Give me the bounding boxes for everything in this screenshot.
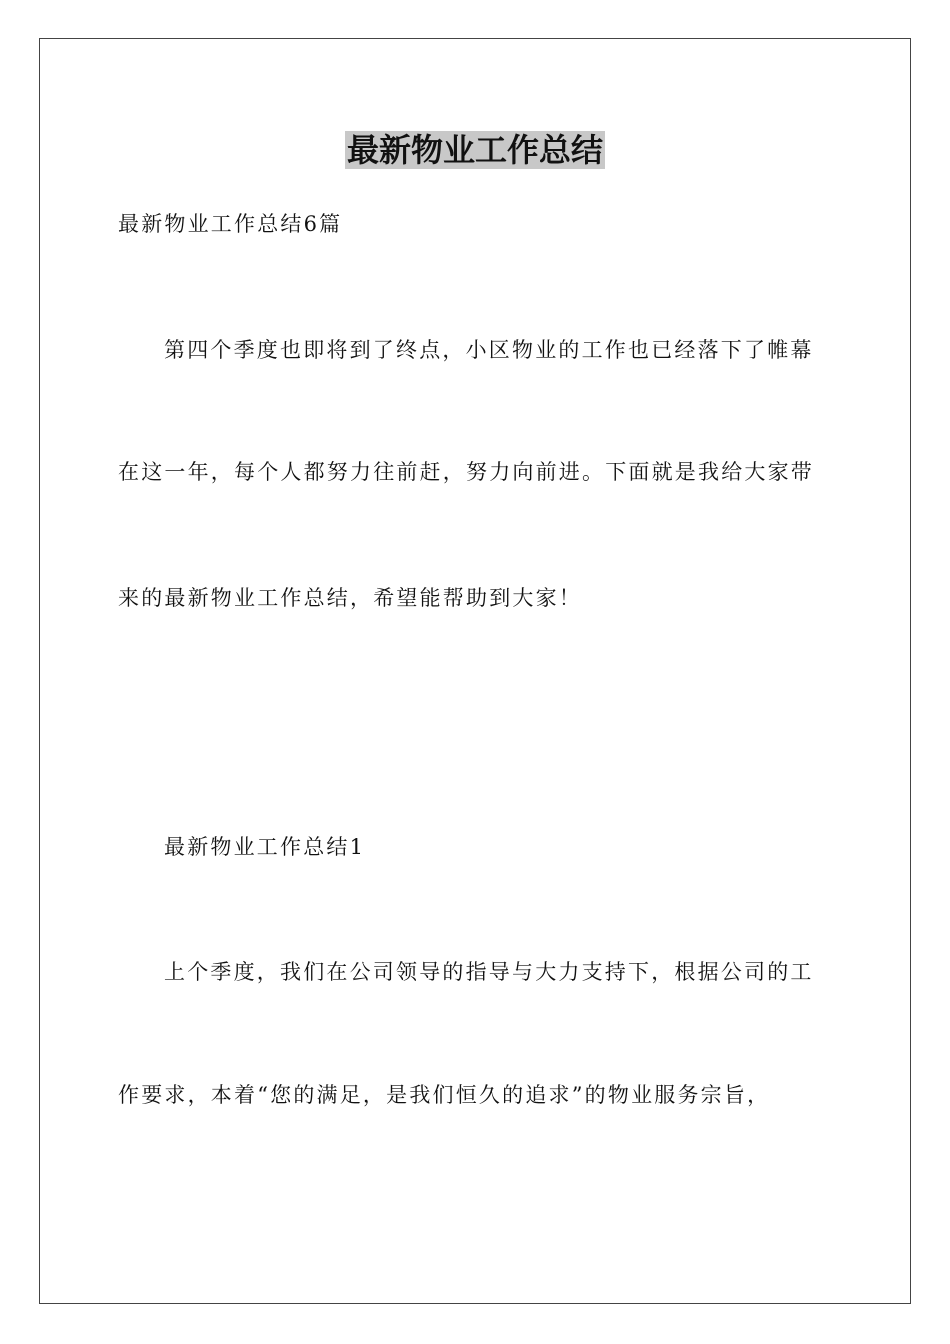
document-title <box>0 128 950 172</box>
intro-line-1: 第四个季度也即将到了终点，小区物业的工作也已经落下了帷幕 <box>164 338 814 362</box>
intro-line-2: 在这一年，每个人都努力往前赶，努力向前进。下面就是我给大家带 <box>118 460 814 484</box>
document-title-text: 最新物业工作总结 <box>346 131 603 169</box>
section-heading: 最新物业工作总结1 <box>164 835 366 859</box>
document-subtitle: 最新物业工作总结6篇 <box>118 212 343 236</box>
intro-line-3: 来的最新物业工作总结，希望能帮助到大家！ <box>118 586 582 610</box>
body-line-2: 作要求，本着“您的满足，是我们恒久的追求”的物业服务宗旨， <box>118 1083 771 1107</box>
body-line-1: 上个季度，我们在公司领导的指导与大力支持下，根据公司的工 <box>164 960 814 984</box>
